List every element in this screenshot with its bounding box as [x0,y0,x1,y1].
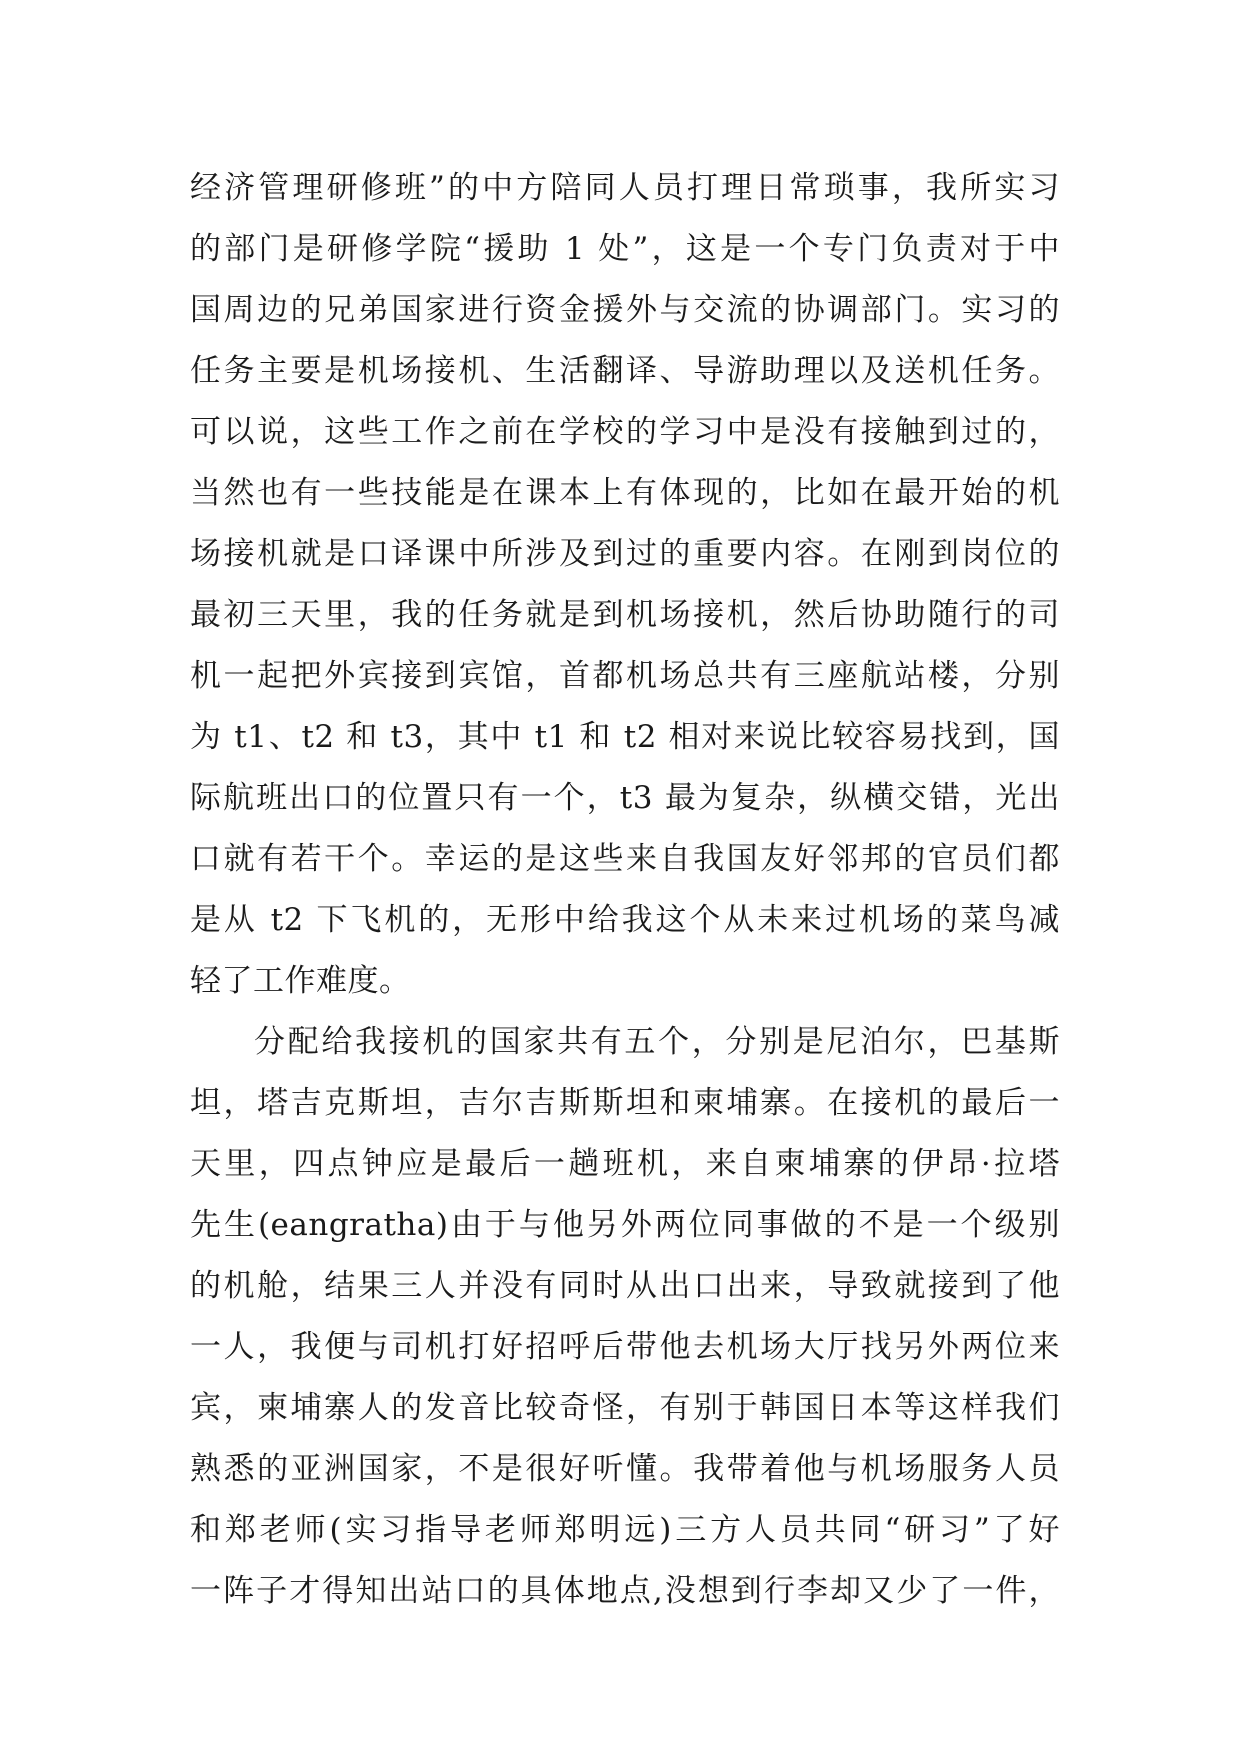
text-line: 为 t1、t2 和 t3，其中 t1 和 t2 相对来说比较容易找到，国 [190,719,1060,755]
text-line: 宾，柬埔寨人的发音比较奇怪，有别于韩国日本等这样我们 [190,1390,1060,1426]
text-line: 当然也有一些技能是在课本上有体现的，比如在最开始的机 [190,475,1060,511]
text-line: 坦，塔吉克斯坦，吉尔吉斯斯坦和柬埔寨。在接机的最后一 [190,1085,1060,1121]
text-line: 天里，四点钟应是最后一趟班机，来自柬埔寨的伊昂·拉塔 [190,1146,1060,1182]
text-line: 的机舱，结果三人并没有同时从出口出来，导致就接到了他 [190,1268,1060,1304]
text-line: 口就有若干个。幸运的是这些来自我国友好邻邦的官员们都 [190,841,1060,877]
text-line: 一阵子才得知出站口的具体地点,没想到行李却又少了一件， [190,1573,1060,1609]
text-line: 可以说，这些工作之前在学校的学习中是没有接触到过的， [190,414,1060,450]
text-line: 国周边的兄弟国家进行资金援外与交流的协调部门。实习的 [190,292,1060,328]
text-line: 的部门是研修学院“援助 1 处”，这是一个专门负责对于中 [190,231,1060,267]
text-line: 场接机就是口译课中所涉及到过的重要内容。在刚到岗位的 [190,536,1060,572]
text-line: 际航班出口的位置只有一个，t3 最为复杂，纵横交错，光出 [190,780,1060,816]
text-line: 任务主要是机场接机、生活翻译、导游助理以及送机任务。 [190,353,1060,389]
text-line: 和郑老师(实习指导老师郑明远)三方人员共同“研习”了好 [190,1512,1060,1548]
body-text [190,158,1060,1622]
text-line: 一人，我便与司机打好招呼后带他去机场大厅找另外两位来 [190,1329,1060,1365]
text-line: 分配给我接机的国家共有五个，分别是尼泊尔，巴基斯 [254,1024,1060,1060]
paragraph-1 [190,158,1060,1012]
text-line: 轻了工作难度。 [190,963,411,999]
text-line: 机一起把外宾接到宾馆，首都机场总共有三座航站楼，分别 [190,658,1060,694]
text-line: 最初三天里，我的任务就是到机场接机，然后协助随行的司 [190,597,1060,633]
text-line: 熟悉的亚洲国家，不是很好听懂。我带着他与机场服务人员 [190,1451,1060,1487]
text-line: 是从 t2 下飞机的，无形中给我这个从未来过机场的菜鸟减 [190,902,1060,938]
text-line: 经济管理研修班”的中方陪同人员打理日常琐事，我所实习 [190,170,1060,206]
paragraph-2 [190,1012,1060,1622]
text-line: 先生(eangratha)由于与他另外两位同事做的不是一个级别 [190,1207,1060,1243]
